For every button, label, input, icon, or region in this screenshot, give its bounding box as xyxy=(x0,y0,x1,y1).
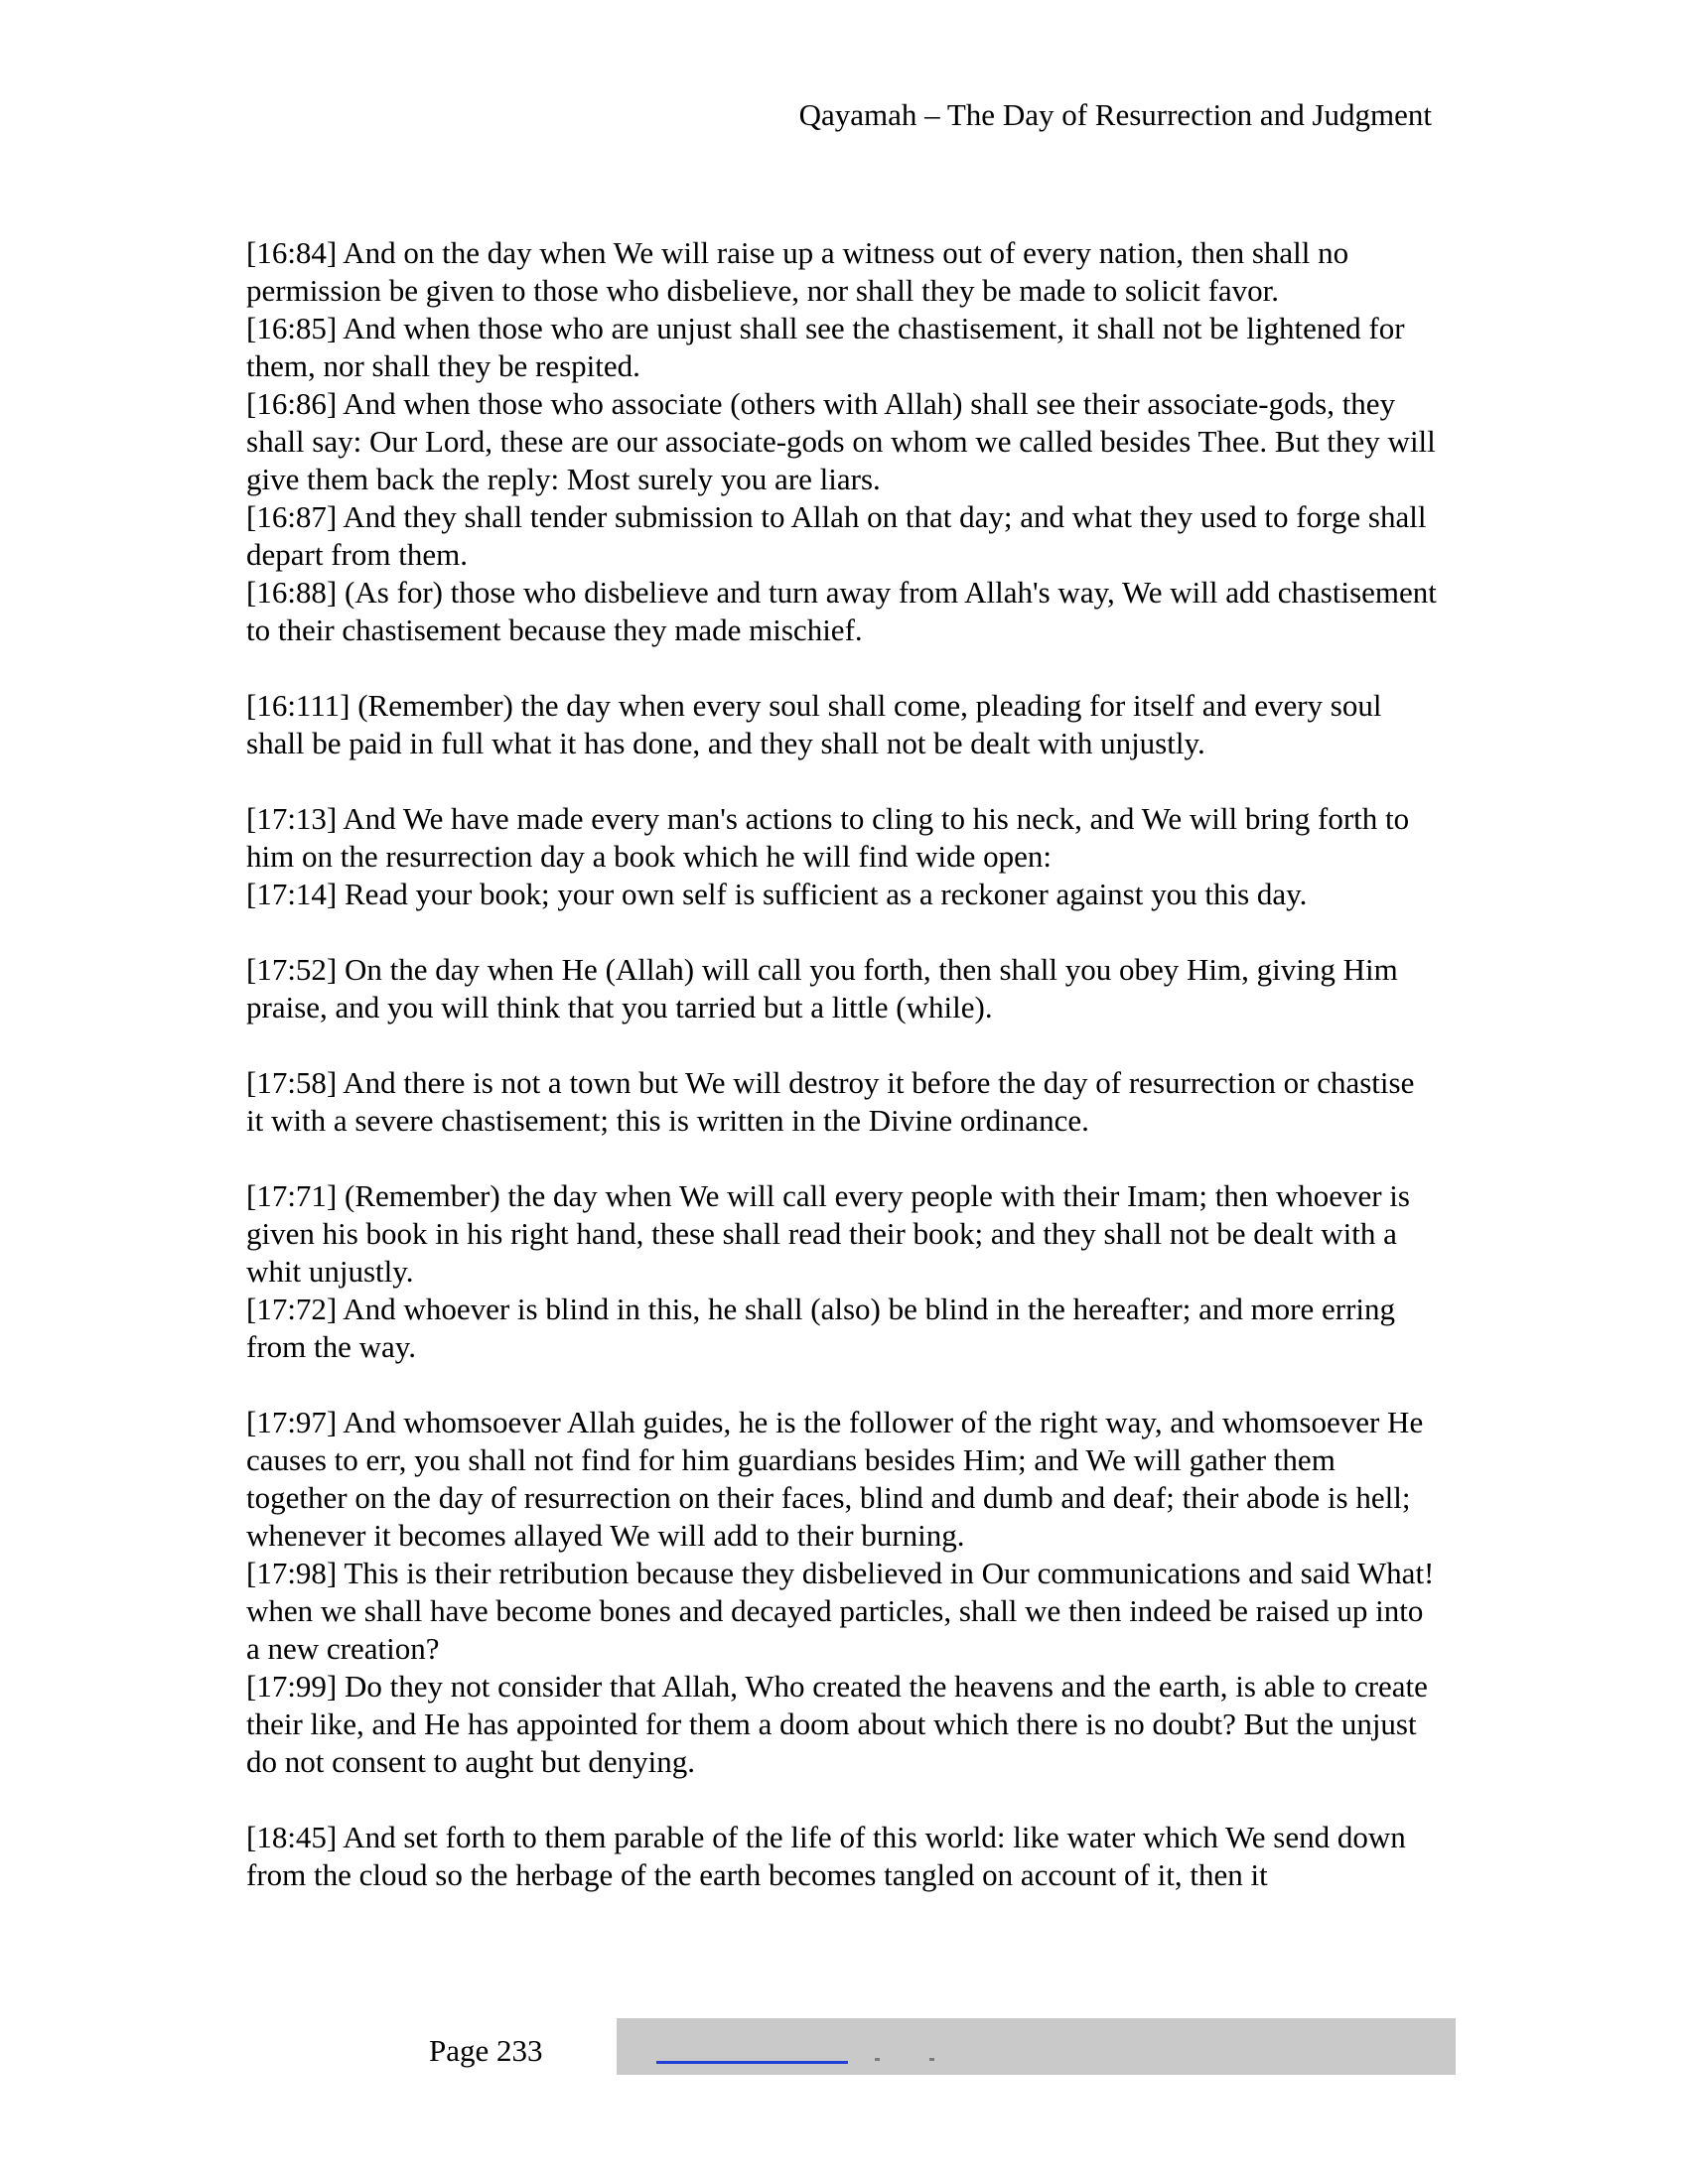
verse-17-99: [17:99] Do they not consider that Allah, Who created the heavens and the earth, is able to create their like, and He has appointed for them a doom about which there is no doubt? But the unjust do not consent to aught but denying. xyxy=(246,1669,1428,1779)
verse-group xyxy=(246,951,1438,1026)
footer-mark xyxy=(875,2058,880,2061)
verse-group xyxy=(246,687,1438,762)
verse-17-71: [17:71] (Remember) the day when We will call every people with their Imam; then whoever is given his book in his right hand, these shall read their book; and they shall not be dealt with a whit unjustly. xyxy=(246,1178,1410,1289)
verse-16-85: [16:85] And when those who are unjust shall see the chastisement, it shall not be lightened for them, nor shall they be respited. xyxy=(246,311,1405,383)
document-body xyxy=(246,234,1438,1894)
footer-mark xyxy=(929,2058,934,2061)
verse-16-88: [16:88] (As for) those who disbelieve and turn away from Allah's way, We will add chastisement to their chastisement because they made mischief. xyxy=(246,575,1437,647)
verse-16-84: [16:84] And on the day when We will raise up a witness out of every nation, then shall no permission be given to those who disbelieve, nor shall they be made to solicit favor. xyxy=(246,235,1349,308)
page-number: Page 233 xyxy=(429,2033,543,2068)
verse-group xyxy=(246,1404,1438,1781)
verse-group xyxy=(246,800,1438,913)
verse-16-86: [16:86] And when those who associate (others with Allah) shall see their associate-gods, they shall say: Our Lord, these are our associate-gods on whom we called besides Thee. But they will give them back the reply: Most surely you are liars. xyxy=(246,386,1436,496)
verse-17-98: [17:98] This is their retribution because they disbelieved in Our communications and said What! when we shall have become bones and decayed particles, shall we then indeed be raised up into a new creation? xyxy=(246,1556,1435,1666)
running-header-title: Qayamah – The Day of Resurrection and Judgment xyxy=(798,97,1432,132)
verse-group xyxy=(246,1177,1438,1366)
verse-16-87: [16:87] And they shall tender submission to Allah on that day; and what they used to forge shall depart from them. xyxy=(246,499,1427,572)
verse-17-97: [17:97] And whomsoever Allah guides, he is the follower of the right way, and whomsoever He causes to err, you shall not find for him guardians besides Him; and We will gather them together on the day of resurrection on their faces, blind and dumb and deaf; their abode is hell; whenever it becomes allayed We will add to their burning. xyxy=(246,1405,1424,1553)
verse-group xyxy=(246,234,1438,649)
verse-16-111: [16:111] (Remember) the day when every soul shall come, pleading for itself and every soul shall be paid in full what it has done, and they shall not be dealt with unjustly. xyxy=(246,688,1382,760)
verse-17-72: [17:72] And whoever is blind in this, he shall (also) be blind in the hereafter; and more erring from the way. xyxy=(246,1292,1396,1364)
verse-group xyxy=(246,1819,1438,1894)
verse-18-45: [18:45] And set forth to them parable of the life of this world: like water which We send down from the cloud so the herbage of the earth becomes tangled on account of it, then it xyxy=(246,1820,1406,1892)
verse-17-52: [17:52] On the day when He (Allah) will call you forth, then shall you obey Him, giving Him praise, and you will think that you tarried but a little (while). xyxy=(246,952,1398,1024)
verse-group xyxy=(246,1064,1438,1140)
footer-bar xyxy=(617,2018,1456,2075)
verse-17-58: [17:58] And there is not a town but We will destroy it before the day of resurrection or chastise it with a severe chastisement; this is written in the Divine ordinance. xyxy=(246,1065,1415,1138)
footer-link[interactable] xyxy=(656,2061,848,2064)
verse-17-13: [17:13] And We have made every man's actions to cling to his neck, and We will bring forth to him on the resurrection day a book which he will find wide open: xyxy=(246,801,1410,874)
verse-17-14: [17:14] Read your book; your own self is sufficient as a reckoner against you this day. xyxy=(246,877,1308,911)
